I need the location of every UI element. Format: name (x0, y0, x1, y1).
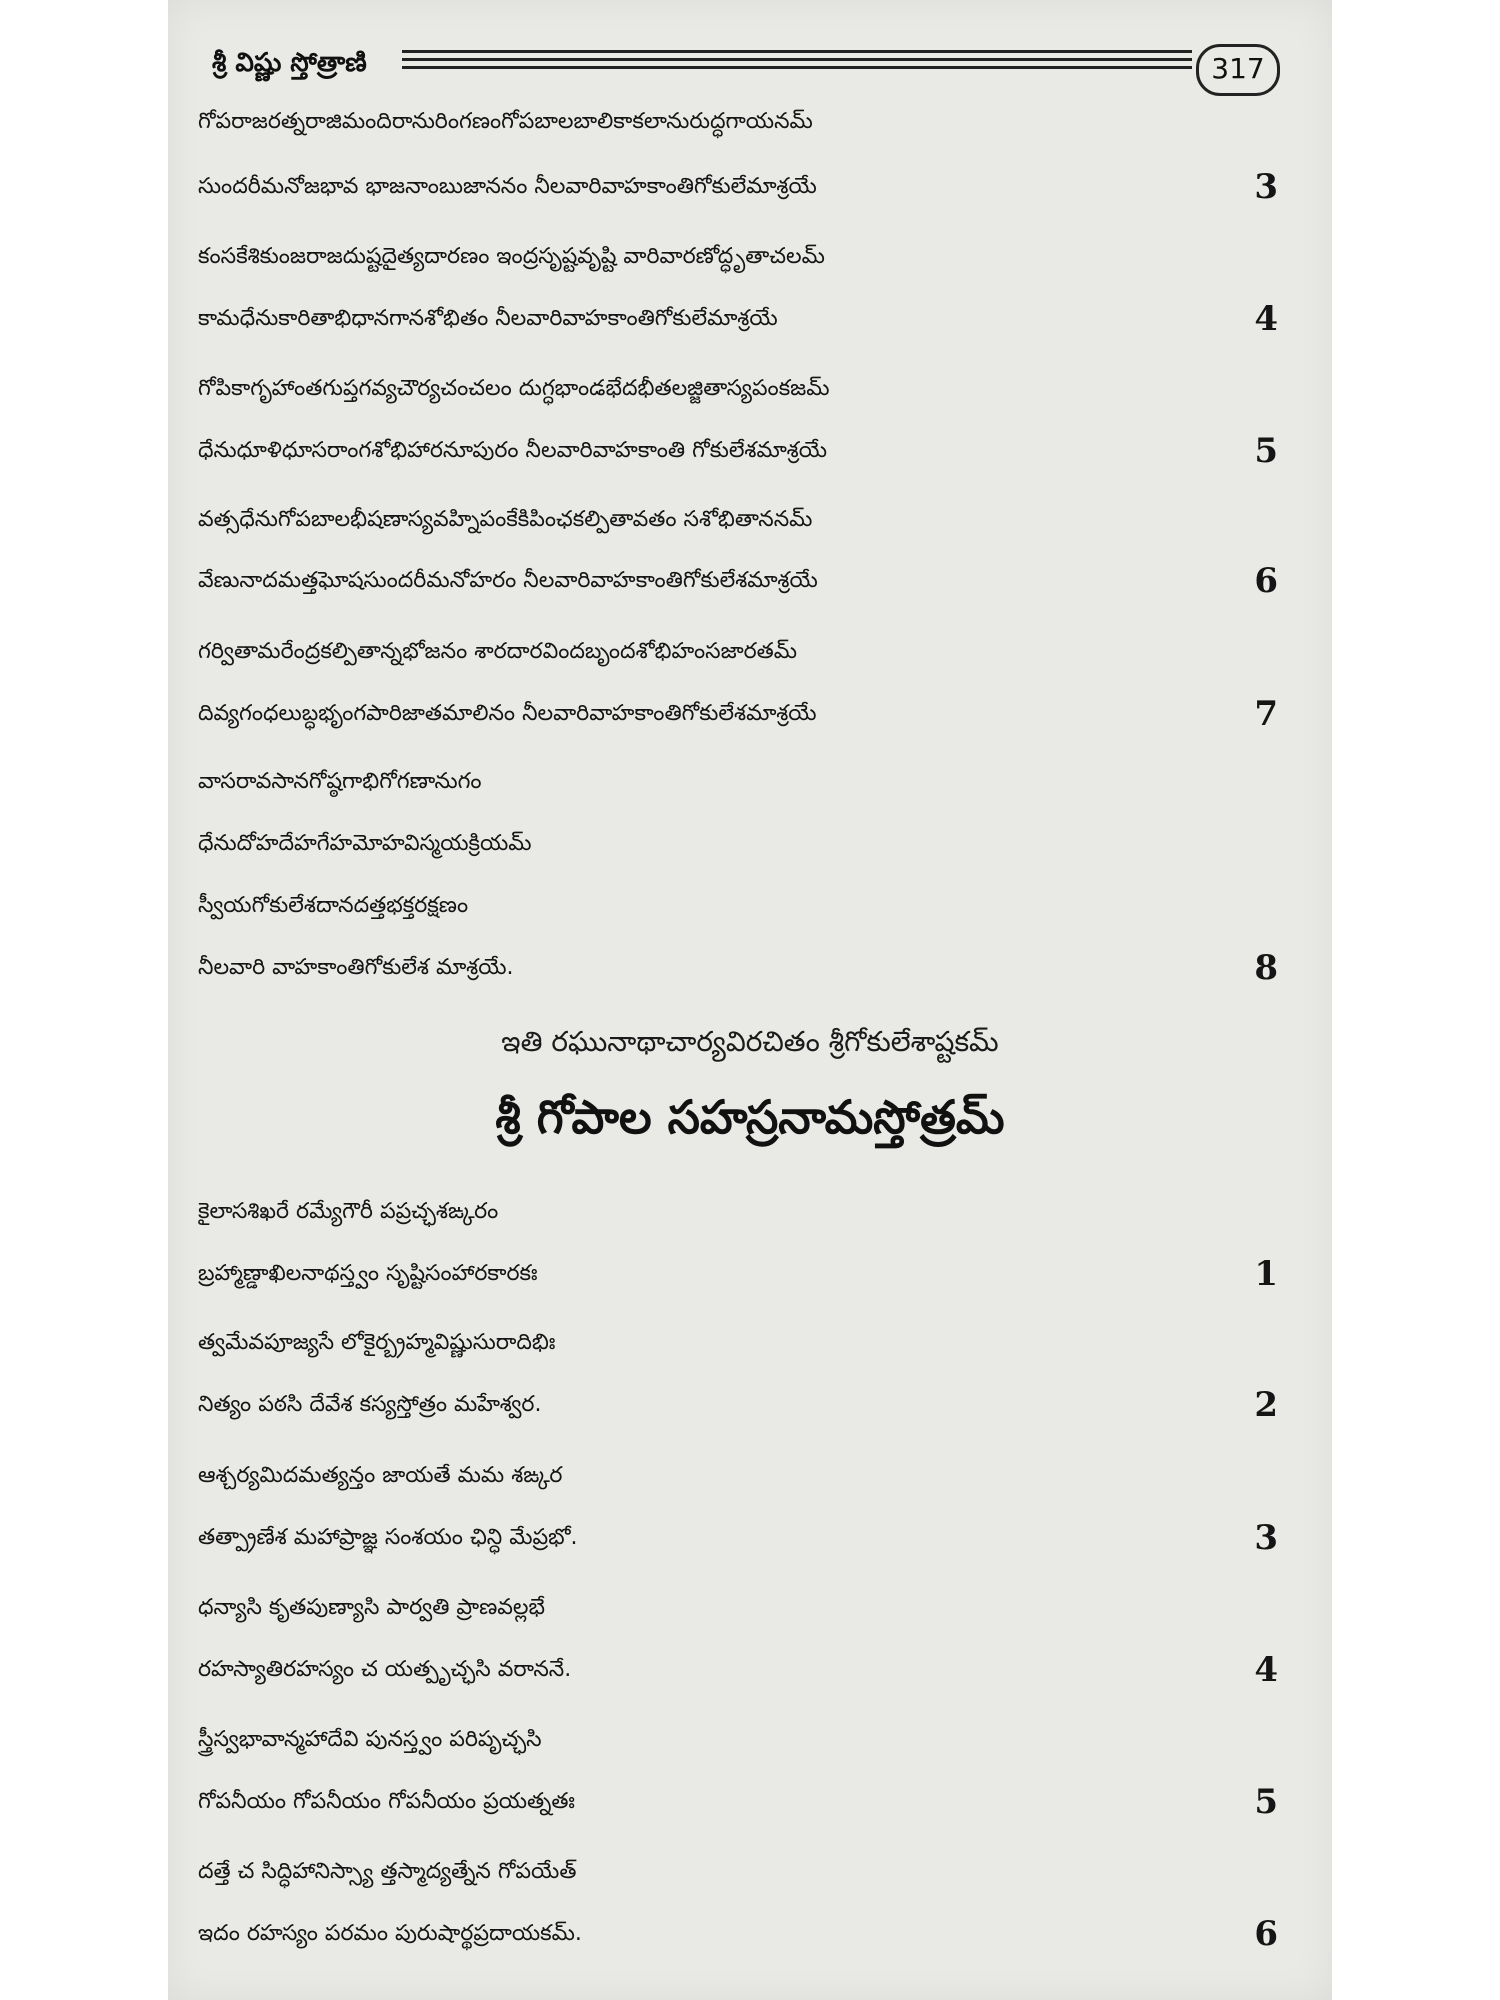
verse-line: స్వీయగోకులేశదానదత్తభక్తరక్షణం (198, 893, 469, 918)
verse-line: త్వమేవపూజ్యసే లోకైర్బ్రహ్మవిష్ణుసురాదిభిః (198, 1330, 556, 1355)
verse-number: 8 (1254, 948, 1278, 988)
verse-line: ధేనుధూళిధూసరాంగశోభిహారనూపురం నీలవారివాహకాంతి గోకులేశమాశ్రయే (198, 438, 828, 463)
verse-number: 3 (1254, 167, 1278, 207)
verse-number: 2 (1254, 1385, 1278, 1425)
verse-number: 5 (1254, 431, 1278, 471)
verse-number: 4 (1254, 299, 1278, 339)
verse-line: నిత్యం పఠసి దేవేశ కస్యస్తోత్రం మహేశ్వర. (198, 1392, 542, 1417)
colophon: ఇతి రఘునాథాచార్యవిరచితం శ్రీగోకులేశాష్టకమ్ (501, 1025, 999, 1058)
verse-number: 6 (1254, 561, 1278, 601)
verse-line: ఇదం రహస్యం పరమం పురుషార్థప్రదాయకమ్. (198, 1921, 582, 1946)
verse-line: కామధేనుకారితాభిధానగానశోభితం నీలవారివాహకాంతిగోకులేమాశ్రయే (198, 306, 778, 331)
verse-line: రహస్యాతిరహస్యం చ యత్పృచ్ఛసి వరాననే. (198, 1657, 572, 1682)
verse-line: బ్రహ్మాణ్డాఖిలనాథస్త్వం సృష్టిసంహారకారకః (198, 1261, 538, 1286)
running-title: శ్రీ విష్ణు స్తోత్రాణి (212, 48, 367, 78)
page-number: 317 (1196, 44, 1280, 96)
verse-number: 3 (1254, 1518, 1278, 1558)
verse-line: ధన్యాసి కృతపుణ్యాసి పార్వతి ప్రాణవల్లభే (198, 1595, 545, 1620)
verse-line: కైలాసశిఖరే రమ్యేగౌరీ పప్రచ్ఛశఙ్కరం (198, 1199, 499, 1224)
verse-line: గోపరాజరత్నరాజిమందిరానురింగణంగోపబాలబాలికాకలానురుద్ధగాయనమ్ (198, 109, 813, 134)
verse-line: వేణునాదమత్తఘోషసుందరీమనోహరం నీలవారివాహకాంతిగోకులేశమాశ్రయే (198, 568, 818, 593)
verse-line: సుందరీమనోజభావ భాజనాంబుజాననం నీలవారివాహకాంతిగోకులేమాశ్రయే (198, 174, 817, 199)
verse-number: 1 (1254, 1254, 1278, 1294)
book-page (168, 0, 1332, 2000)
verse-number: 5 (1254, 1782, 1278, 1822)
verse-line: దత్తే చ సిద్ధిహానిస్స్యా త్తస్మాద్యత్నేన గోపయేత్ (198, 1859, 577, 1884)
verse-number: 6 (1254, 1914, 1278, 1954)
verse-line: ఆశ్చర్యమిదమత్యన్తం జాయతే మమ శఙ్కర (198, 1463, 563, 1488)
verse-line: గర్వితామరేంద్రకల్పితాన్నభోజనం శారదారవిందబృందశోభిహంసజారతమ్ (198, 639, 798, 664)
verse-line: ధేనుదోహదేహగేహమోహవిస్మయక్రియమ్ (198, 831, 532, 856)
verse-line: దివ్యగంధలుబ్ధభృంగపారిజాతమాలినం నీలవారివాహకాంతిగోకులేశమాశ్రయే (198, 701, 817, 726)
verse-line: గోపనీయం గోపనీయం గోపనీయం ప్రయత్నతః (198, 1789, 575, 1814)
verse-line: కంసకేశికుంజరాజదుష్టదైత్యదారణం ఇంద్రసృష్టవృష్టి వారివారణోద్ధృతాచలమ్ (198, 244, 825, 269)
verse-number: 4 (1254, 1650, 1278, 1690)
verse-line: స్త్రీస్వభావాన్మహాదేవి పునస్త్వం పరిపృచ్ఛసి (198, 1727, 542, 1752)
verse-line: వత్సధేనుగోపబాలభీషణాస్యవహ్నిపంకేకిపింఛకల్పితావతం సశోభితాననమ్ (198, 507, 813, 532)
verse-line: నీలవారి వాహకాంతిగోకులేశ మాశ్రయే. (198, 955, 514, 980)
verse-line: వాసరావసానగోష్ఠగాభిగోగణానుగం (198, 769, 482, 794)
section-title: శ్రీ గోపాల సహస్రనామస్తోత్రమ్ (495, 1090, 1005, 1144)
verse-line: గోపికాగృహాంతగుప్తగవ్యచౌర్యచంచలం దుగ్ధభాండభేదభీతలజ్జితాస్యపంకజమ్ (198, 376, 830, 401)
verse-number: 7 (1254, 694, 1278, 734)
running-header (212, 36, 1324, 96)
verse-line: తత్ప్రాణేశ మహాప్రాజ్ఞ సంశయం ఛిన్ధి మేప్రభో. (198, 1525, 578, 1550)
header-rule (402, 50, 1192, 74)
